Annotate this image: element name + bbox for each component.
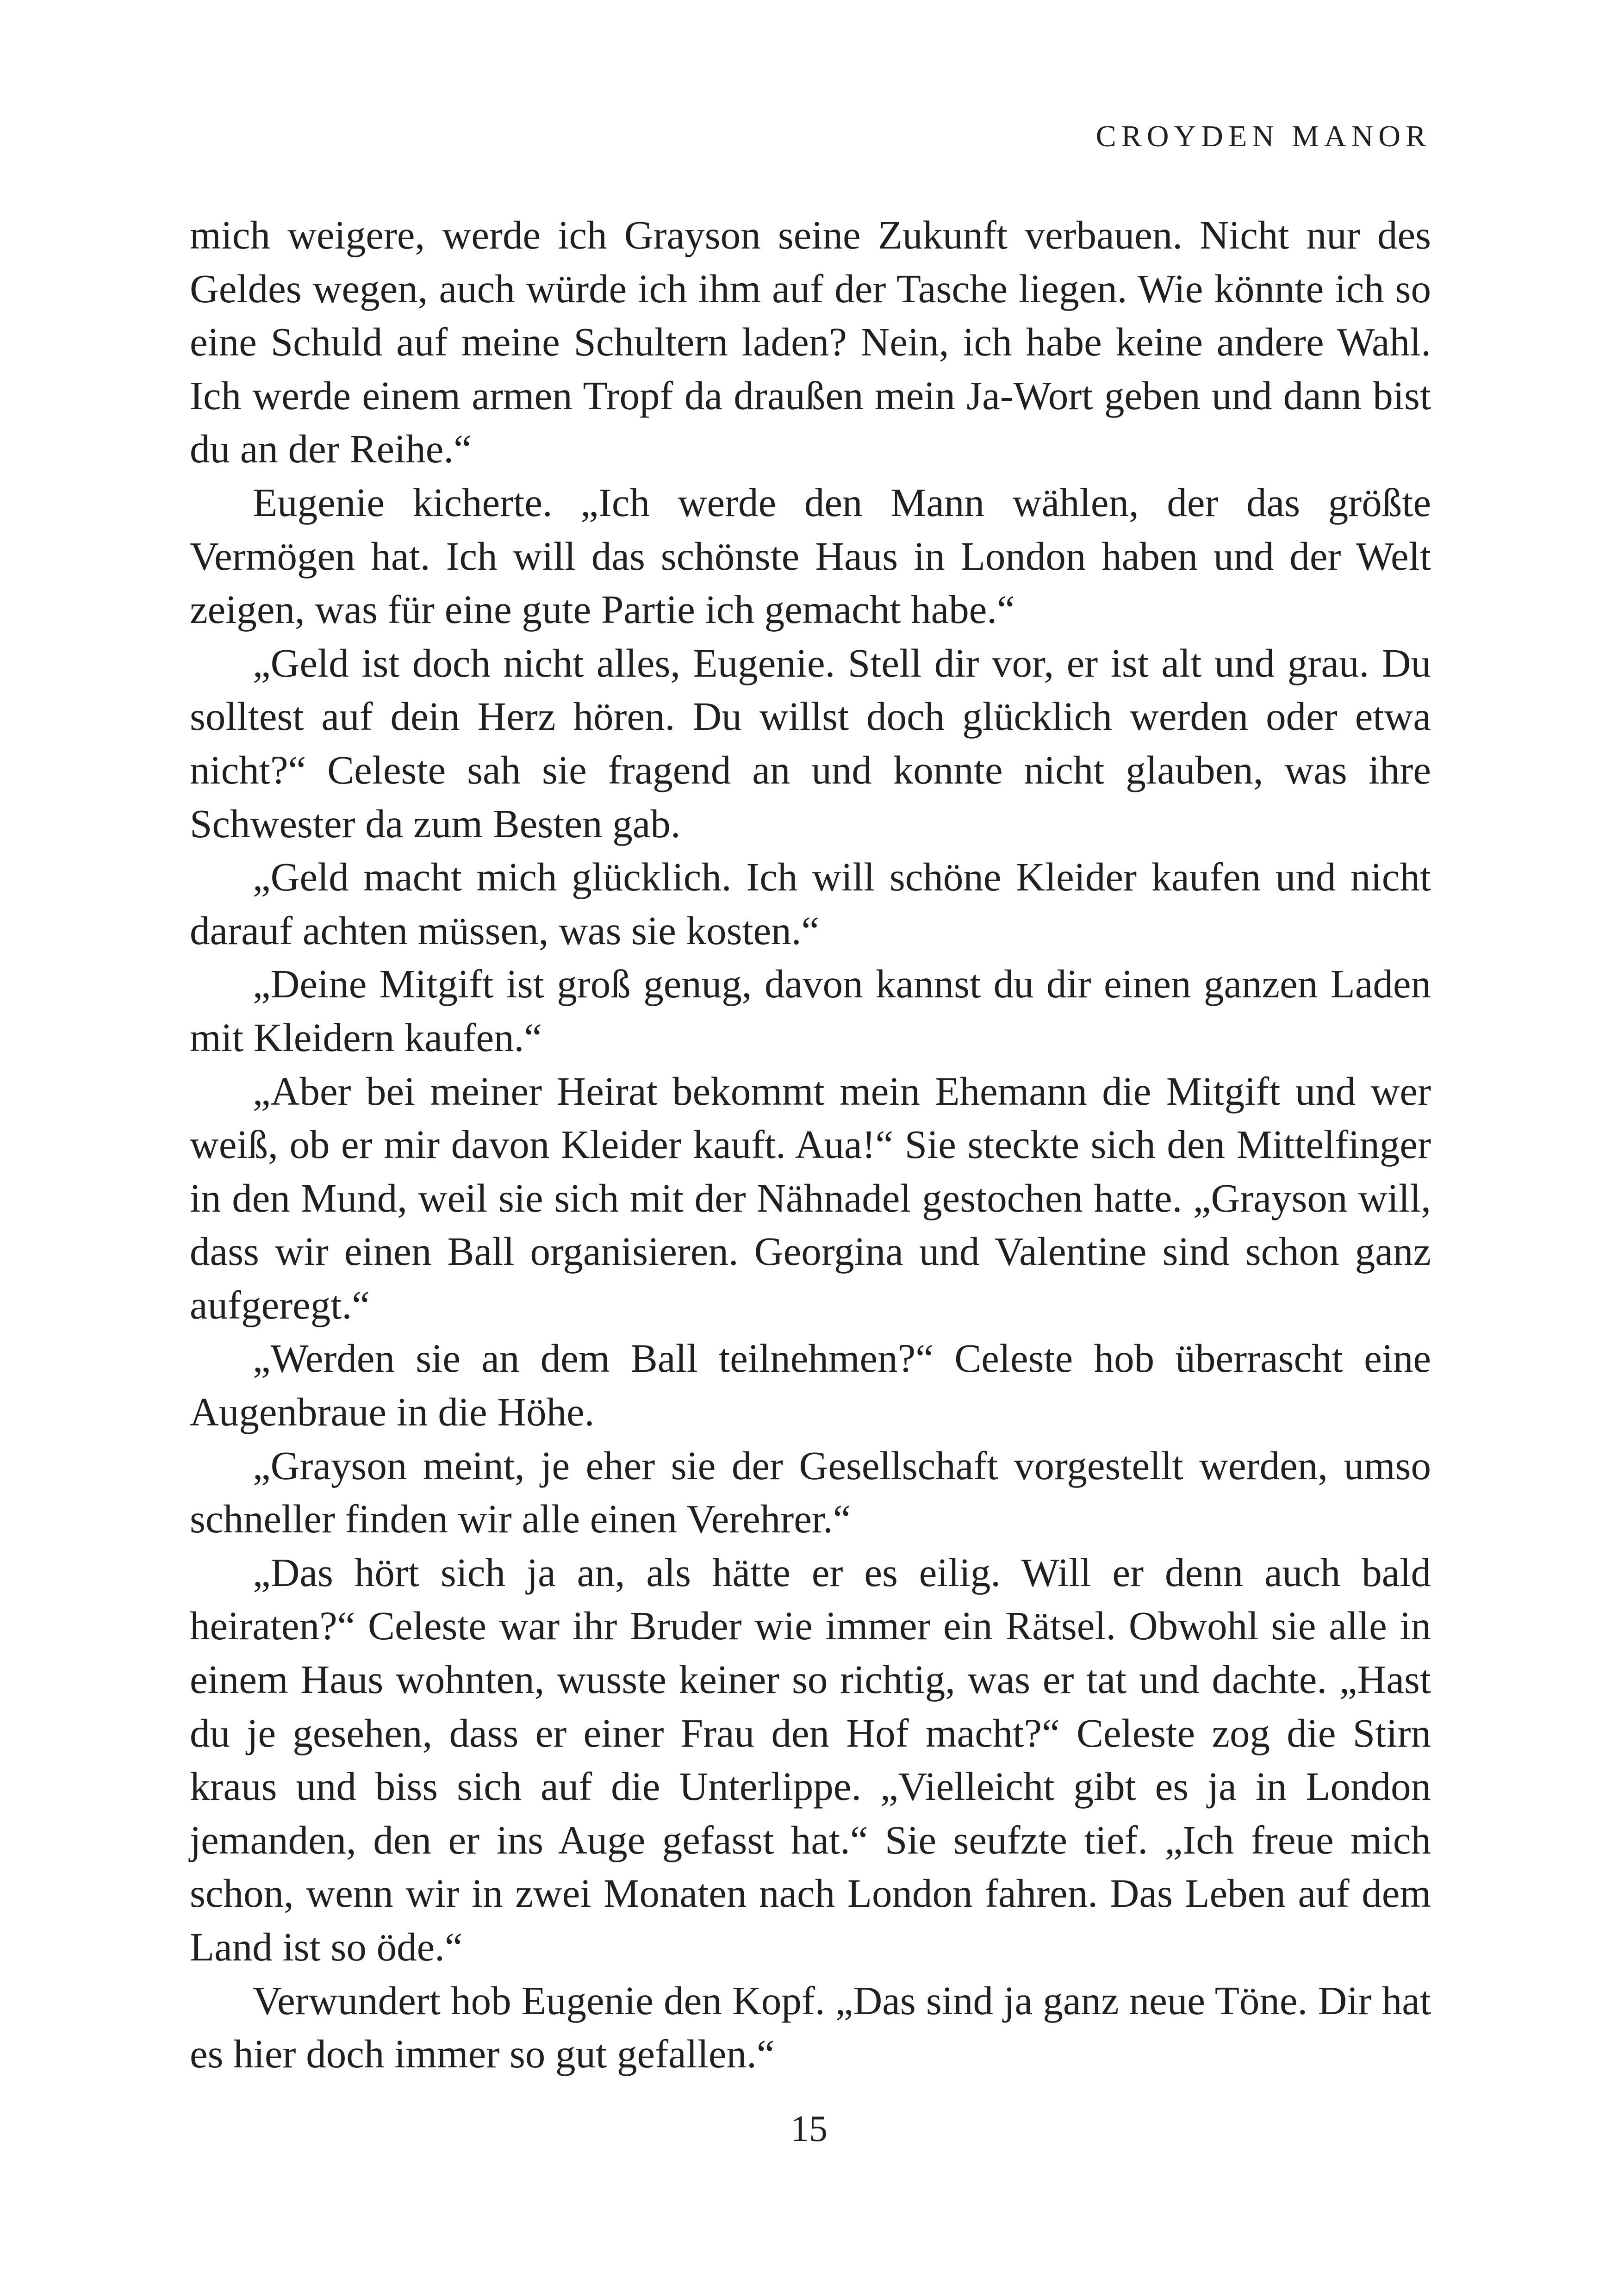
paragraph: „Deine Mitgift ist groß genug, davon kannst du dir einen ganzen Laden mit Kleidern kaufen.“	[190, 961, 1431, 1060]
paragraph: „Das hört sich ja an, als hätte er es eilig. Will er denn auch bald heiraten?“ Celeste war ihr Bruder wie immer ein Rätsel. Obwohl sie alle in einem Haus wohnten, wusste keiner so richtig, was er tat und dachte. „Hast du je gesehen, dass er einer Frau den Hof macht?“ Celeste zog die Stirn kraus und biss sich auf die Unterlippe. „Vielleicht gibt es ja in London jemanden, den er ins Auge gefasst hat.“ Sie seufzte tief. „Ich freue mich schon, wenn wir in zwei Monaten nach London fahren. Das Leben auf dem Land ist so öde.“	[190, 1549, 1431, 1969]
paragraph: Eugenie kicherte. „Ich werde den Mann wählen, der das größte Vermögen hat. Ich will das schönste Haus in London haben und der Welt zeigen, was für eine gute Partie ich gemacht habe.“	[190, 479, 1431, 632]
paragraph: „Grayson meint, je eher sie der Gesellschaft vorgestellt werden, umso schneller finden wir alle einen Verehrer.“	[190, 1443, 1431, 1542]
page-number: 15	[790, 2109, 828, 2149]
running-header: CROYDEN MANOR	[1095, 119, 1431, 153]
paragraph: „Geld ist doch nicht alles, Eugenie. Stell dir vor, er ist alt und grau. Du solltest auf dein Herz hören. Du willst doch glücklich werden oder etwa nicht?“ Celeste sah sie fragend an und konnte nicht glauben, was ihre Schwester da zum Besten gab.	[190, 640, 1431, 846]
body-text	[190, 208, 1431, 2081]
paragraph: mich weigere, werde ich Grayson seine Zukunft verbauen. Nicht nur des Geldes wegen, auch würde ich ihm auf der Tasche liegen. Wie könnte ich so eine Schuld auf meine Schultern laden? Nein, ich habe keine andere Wahl. Ich werde einem armen Tropf da draußen mein Ja-Wort geben und dann bist du an der Reihe.“	[190, 212, 1431, 472]
paragraph: „Aber bei meiner Heirat bekommt mein Ehemann die Mitgift und wer weiß, ob er mir davon Kleider kauft. Aua!“ Sie steckte sich den Mittelfinger in den Mund, weil sie sich mit der Nähnadel gestochen hatte. „Grayson will, dass wir einen Ball organisieren. Georgina und Valentine sind schon ganz aufgeregt.“	[190, 1068, 1431, 1327]
paragraph: „Geld macht mich glücklich. Ich will schöne Kleider kaufen und nicht darauf achten müssen, was sie kosten.“	[190, 854, 1431, 953]
paragraph: „Werden sie an dem Ball teilnehmen?“ Celeste hob überrascht eine Augenbraue in die Höhe.	[190, 1336, 1431, 1435]
paragraph: Verwundert hob Eugenie den Kopf. „Das sind ja ganz neue Töne. Dir hat es hier doch immer so gut gefallen.“	[190, 1978, 1431, 2077]
